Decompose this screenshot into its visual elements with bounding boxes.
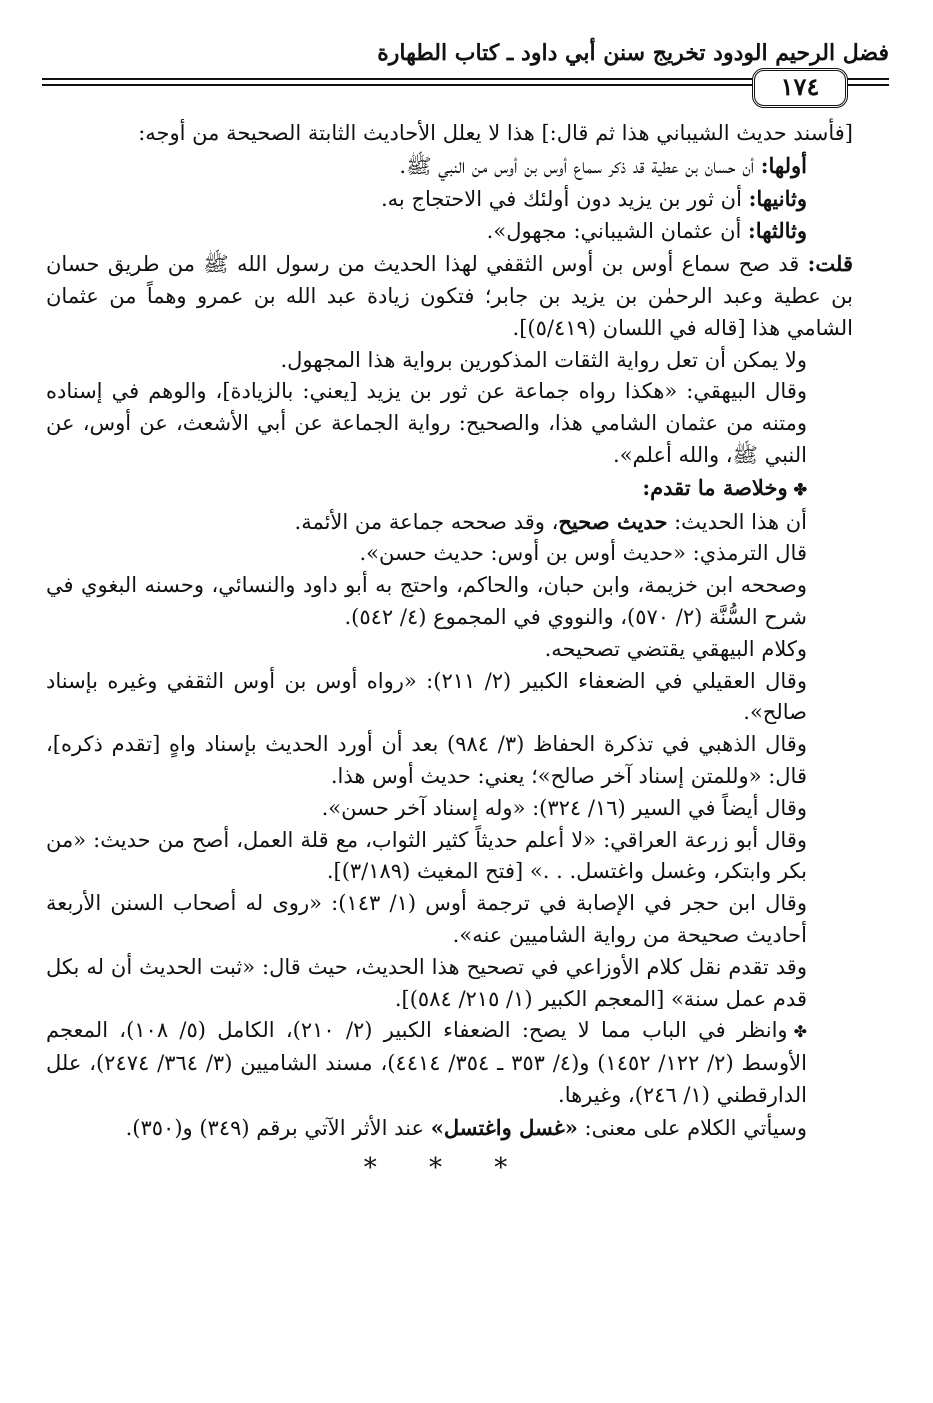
paragraph-first-point	[46, 150, 847, 183]
verdict-end: ، وقد صححه جماعة من الأئمة.	[294, 509, 559, 534]
paragraph-second-point	[46, 183, 847, 216]
paragraph-forthcoming	[46, 1112, 847, 1145]
paragraph-third-point	[46, 215, 847, 248]
see-also-text: وانظر في الباب مما لا يصح: الضعفاء الكبير (٢/ ٢١٠)، الكامل (٥/ ١٠٨)، المعجم الأوسط (٢/ ١٢٢/ ١٤٥٢) و(٤/ ٣٥٣ ـ ٣٥٤/ ٤٤١٤)، مسند الشاميين (٣/ ٣٦٤/ ٢٤٧٤)، علل الدارقطني (١/ ٢٤٦)، وغيرها.	[46, 1018, 807, 1107]
page-number: ١٧٤	[752, 68, 848, 108]
paragraph-dhahabi: وقال الذهبي في تذكرة الحفاظ (٣/ ٩٨٤) بعد أن أورد الحديث بإسناد واهٍ [تقدم ذكره]، قال: «وللمتن إسناد آخر صالح»؛ يعني: حديث أوس هذا.	[46, 732, 807, 788]
paragraph-tirmidhi: قال الترمذي: «حديث أوس بن أوس: حديث حسن».	[359, 541, 807, 566]
summary-heading	[46, 472, 847, 506]
ornament-icon: ✤	[793, 479, 807, 499]
forthcoming-bold: «غسل واغتسل»	[430, 1114, 578, 1140]
paragraph-uqayli: وقال العقيلي في الضعفاء الكبير (٢/ ٢١١): «رواه أوس بن أوس الثقفي وغيره بإسناد صالح».	[46, 668, 807, 725]
verdict-start: أن هذا الحديث:	[667, 509, 807, 534]
paragraph-bayhaqi-quote: وقال البيهقي: «هكذا رواه جماعة عن ثور بن يزيد [يعني: بالزيادة]، والوهم في إسناده ومتنه من عثمان الشامي هذا، والصحيح: رواية الجماعة عن أبي الأشعث، عن أوس، عن النبي ﷺ، والله أعلم».	[46, 379, 807, 467]
verdict-bold: حديث صحيح	[558, 508, 668, 534]
paragraph-siyar: وقال أيضاً في السير (١٦/ ٣٢٤): «وله إسناد آخر حسن».	[321, 795, 807, 820]
paragraph-see-also	[46, 1015, 847, 1111]
page-header	[42, 22, 889, 102]
paragraph-bayhaqi-view: وكلام البيهقي يقتضي تصحيحه.	[544, 636, 807, 661]
third-point-lead: وثالثها:	[748, 218, 807, 244]
second-point-text: أن ثور بن يزيد دون أولئك في الاحتجاج به.	[381, 186, 749, 211]
paragraph-abu-zurah: وقال أبو زرعة العراقي: «لا أعلم حديثاً كثير الثواب، مع قلة العمل، أصح من حديث: «من بكر وابتكر، وغسل واغتسل. . .» [فتح المغيث (٣/١٨٩)].	[46, 827, 808, 884]
third-point-text: أن عثمان الشيباني: مجهول».	[486, 219, 749, 244]
first-point-text: أن حسان بن عطية قد ذكر سماع أوس بن أوس من النبي ﷺ.	[399, 153, 761, 178]
first-point-lead: أولها:	[760, 152, 807, 178]
forthcoming-start: وسيأتي الكلام على معنى:	[577, 1115, 807, 1140]
forthcoming-end: عند الأثر الآتي برقم (٣٤٩) و(٣٥٠).	[125, 1115, 431, 1140]
paragraph-author-note	[46, 248, 853, 344]
ornament-icon-2: ✤	[793, 1022, 807, 1042]
author-note-text: قد صح سماع أوس بن أوس الثقفي لهذا الحديث من رسول الله ﷺ من طريق حسان بن عطية وعبد الرحمٰن بن يزيد بن جابر؛ فتكون زيادة عبد الله بن عمرو وهماً من عثمان الشامي هذا [قاله في اللسان (٥/٤١٩)].	[46, 252, 853, 340]
intro-paragraph: [فأسند حديث الشيباني هذا ثم قال:] هذا لا يعلل الأحاديث الثابتة الصحيحة من أوجه:	[138, 121, 853, 145]
paragraph-ibn-hajar: وقال ابن حجر في الإصابة في ترجمة أوس (١/ ١٤٣): «روى له أصحاب السنن الأربعة أحاديث صحيحة من رواية الشاميين عنه».	[46, 891, 807, 947]
paragraph-awzai: وقد تقدم نقل كلام الأوزاعي في تصحيح هذا الحديث، حيث قال: «ثبت الحديث أن له بكل قدم عمل سنة» [المعجم الكبير (١/ ٢١٥/ ٥٨٤)].	[46, 954, 807, 1011]
page-content	[46, 118, 853, 1184]
second-point-lead: وثانيها:	[748, 185, 807, 211]
running-title: فضل الرحيم الودود تخريج سنن أبي داود ـ كتاب الطهارة	[377, 40, 889, 66]
section-end-stars: * * *	[363, 1152, 530, 1183]
paragraph-verdict	[46, 506, 847, 539]
summary-heading-text: وخلاصة ما تقدم:	[642, 474, 788, 500]
author-note-lead: قلت:	[807, 251, 853, 277]
paragraph-authenticators: وصححه ابن خزيمة، وابن حبان، والحاكم، واحتج به أبو داود والنسائي، وحسنه البغوي في شرح السُّنَّة (٢/ ٥٧٠)، والنووي في المجموع (٤/ ٥٤٢).	[46, 573, 807, 629]
paragraph-reliable-narrators: ولا يمكن أن تعل رواية الثقات المذكورين برواية هذا المجهول.	[280, 347, 807, 372]
